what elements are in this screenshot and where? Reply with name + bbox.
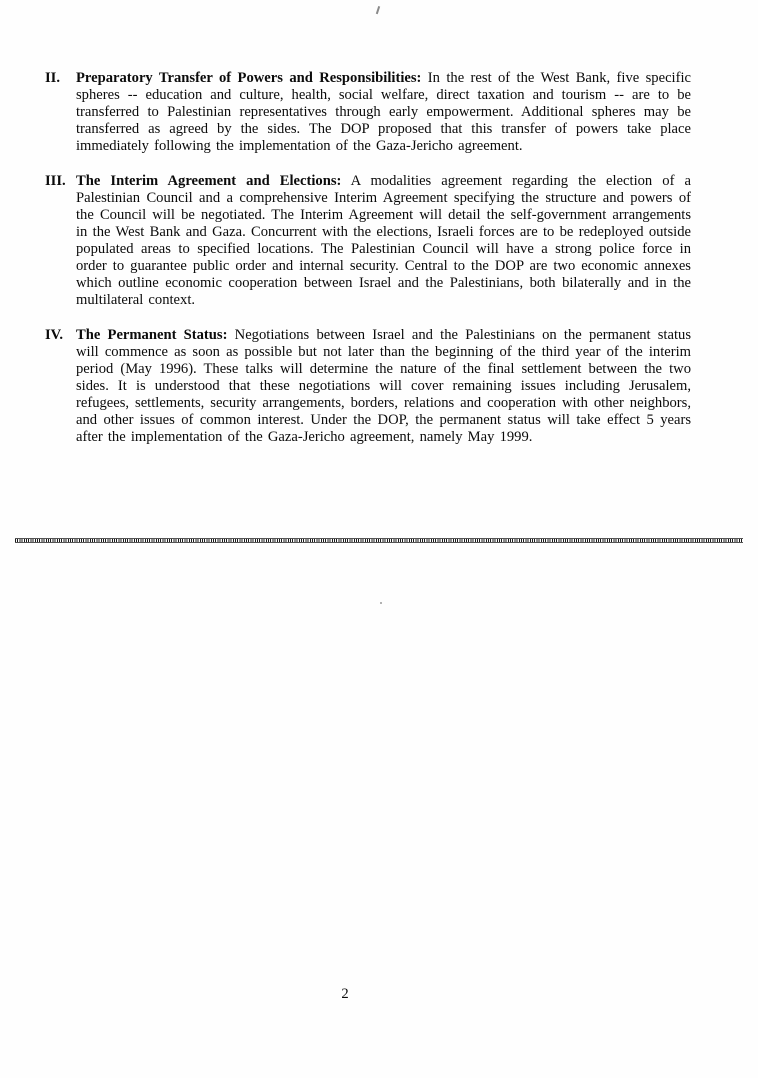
section-heading: The Interim Agreement and Elections: — [76, 173, 342, 189]
section-body-text: A modalities agreement regarding the election of a Palestinian Council and a comprehensive Interim Agreement specifying the structure and powers of the Council will be negotiated. The Interim Agreement will detail the self-government arrangements in the West Bank and Gaza. Concurrent with the elections, Israeli forces are to be redeployed outside populated areas to specified locations. The Palestinian Council will have a strong police force in order to guarantee public order and internal security. Central to the DOP are two economic annexes which outline economic cooperation between Israel and the Palestinians, both bilaterally and in the multilateral context. — [76, 173, 691, 308]
section-iii — [45, 173, 691, 309]
section-heading: The Permanent Status: — [76, 327, 228, 343]
document-body — [45, 70, 691, 464]
horizontal-rule — [15, 538, 743, 543]
section-heading: Preparatory Transfer of Powers and Responsibilities: — [76, 70, 422, 86]
section-ii — [45, 70, 691, 155]
section-paragraph — [76, 173, 691, 309]
scan-artifact — [380, 602, 382, 604]
section-paragraph — [76, 70, 691, 155]
section-numeral: III. — [45, 173, 66, 189]
section-paragraph — [76, 327, 691, 446]
section-numeral: IV. — [45, 327, 63, 343]
section-numeral: II. — [45, 70, 61, 86]
section-iv — [45, 327, 691, 446]
page-number: 2 — [341, 986, 349, 1002]
section-body-text: In the rest of the West Bank, five specific spheres -- education and culture, health, social welfare, direct taxation and tourism -- are to be transferred to Palestinian representatives through early empowerment. Additional spheres may be transferred as agreed by the sides. The DOP proposed that this transfer of powers take place immediately following the implementation of the Gaza-Jericho agreement. — [76, 70, 691, 154]
scan-artifact — [376, 6, 380, 14]
section-body-text: Negotiations between Israel and the Palestinians on the permanent status will commence as soon as possible but not later than the beginning of the third year of the interim period (May 1996). These talks will determine the nature of the final settlement between the two sides. It is understood that these negotiations will cover remaining issues including Jerusalem, refugees, settlements, security arrangements, borders, relations and cooperation with other neighbors, and other issues of common interest. Under the DOP, the permanent status will take effect 5 years after the implementation of the Gaza-Jericho agreement, namely May 1999. — [76, 327, 691, 445]
